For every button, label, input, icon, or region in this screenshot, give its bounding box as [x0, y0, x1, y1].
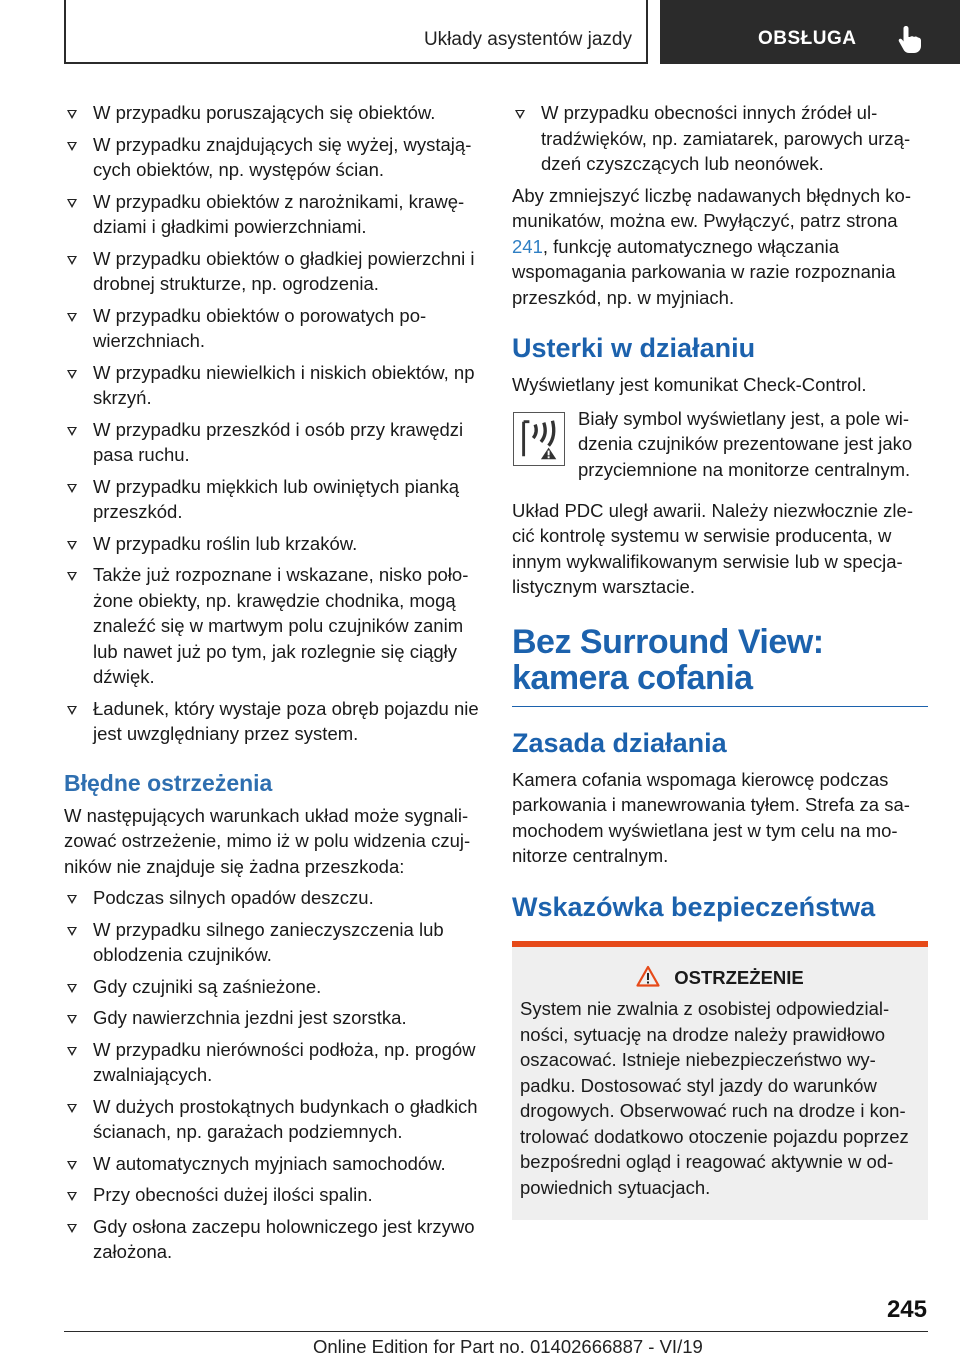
list-item: W przypadku obiektów o porowatych powierzchniach.	[64, 303, 480, 354]
header-frame	[64, 0, 648, 64]
warning-text: System nie zwalnia z osobistej odpowiedzialności, sytuację na drodze należy prawidłowo oszacować. Istnieje niebezpieczeństwo wypadku. Dostosować styl jazdy do warunków drogowych. Obserwować ruch na drodze i kontrolować dodatkowo otoczenie pojazdu poprzez bezpośredni ogląd i reagować aktywnie w odpowiednich sytuacjach.	[520, 998, 909, 1198]
bullet-triangle-icon	[67, 1104, 77, 1113]
faults-heading: Usterki w działaniu	[512, 333, 756, 363]
bullet-triangle-icon	[67, 1224, 77, 1233]
bullet-triangle-icon	[67, 1161, 77, 1170]
list-item: W przypadku niewielkich i niskich obiektów, np skrzyń.	[64, 360, 480, 411]
bullet-triangle-icon	[67, 142, 77, 151]
list-item: W przypadku obiektów o gładkiej powierzchni i drobnej strukturze, np. ogrodzenia.	[64, 246, 480, 297]
hand-pointer-icon	[896, 24, 922, 54]
pdc-symbol-block	[512, 406, 928, 484]
list-item: Gdy nawierzchnia jezdni jest szorstka.	[64, 1005, 480, 1031]
warning-triangle-icon	[636, 965, 660, 987]
footer-edition: Online Edition for Part no. 01402666887 - VI/19	[310, 1336, 706, 1358]
bullet-triangle-icon	[515, 110, 525, 119]
list-item: Także już rozpoznane i wskazane, nisko położone obiekty, np. krawędzie chodnika, mogą znaleźć się w martwym polu czujników zanim lub nawet już po tym, jak rozlegnie się ciągły dźwięk.	[64, 562, 480, 690]
chapter-title: Układy asystentów jazdy	[423, 29, 632, 50]
principle-heading: Zasada działania	[512, 727, 727, 758]
false-warnings-intro: W następujących warunkach układ może sygnalizować ostrzeżenie, mimo iż w polu widzenia czujników nie znajduje się żadna przeszkoda:	[64, 804, 471, 877]
list-item: Gdy osłona zaczepu holowniczego jest krzywo założona.	[64, 1214, 480, 1265]
heading-divider	[512, 706, 928, 707]
bullet-triangle-icon	[67, 256, 77, 265]
footer-divider	[64, 1331, 928, 1332]
bullet-triangle-icon	[67, 1192, 77, 1201]
bullet-triangle-icon	[67, 706, 77, 715]
principle-text: Kamera cofania wspomaga kierowcę podczas parkowania i manewrowania tyłem. Strefa za samochodem wyświetlana jest w tym celu na monitorze centralnym.	[512, 768, 910, 866]
bullet-triangle-icon	[67, 1047, 77, 1056]
bullet-triangle-icon	[67, 110, 77, 119]
bullet-triangle-icon	[67, 984, 77, 993]
list-item: W przypadku znajdujących się wyżej, wystających obiektów, np. występów ścian.	[64, 132, 480, 183]
list-item: Gdy czujniki są zaśnieżone.	[64, 974, 480, 1000]
warning-title: OSTRZEŻENIE	[674, 966, 804, 988]
camera-heading: Bez Surround View: kamera cofania	[512, 622, 824, 697]
list-item: Podczas silnych opadów deszczu.	[64, 885, 480, 911]
list-item: Ładunek, który wystaje poza obręb pojazdu nie jest uwzględniany przez system.	[64, 696, 480, 747]
bullet-triangle-icon	[67, 1015, 77, 1024]
bullet-triangle-icon	[67, 427, 77, 436]
bullet-triangle-icon	[67, 572, 77, 581]
safety-heading: Wskazówka bezpieczeństwa	[512, 891, 876, 922]
pdc-fault-icon	[513, 412, 565, 466]
false-warnings-heading: Błędne ostrzeżenia	[64, 769, 273, 796]
page-reference-link[interactable]: 241	[512, 235, 543, 257]
list-item: W przypadku roślin lub krzaków.	[64, 531, 480, 557]
left-column	[64, 100, 480, 1271]
bullet-triangle-icon	[67, 484, 77, 493]
section-tab-label: OBSŁUGA	[758, 28, 857, 49]
list-item: W automatycznych myjniach samochodów.	[64, 1151, 480, 1177]
list-item: W przypadku miękkich lub owiniętych pianką przeszkód.	[64, 474, 480, 525]
faults-paragraph: Układ PDC uległ awarii. Należy niezwłocznie zlecić kontrolę systemu w serwisie producenta, w innym wykwalifikowanym serwisie lub w specjalistycznym warsztacie.	[512, 499, 913, 597]
false-alarm-paragraph: Aby zmniejszyć liczbę nadawanych błędnych komunikatów, można ew. Pwyłączyć, patrz strona 241, funkcję automatycznego włączania wspomagania parkowania w razie rozpoznania przeszkód, np. w myjniach.	[512, 184, 911, 308]
pdc-symbol-description: Biały symbol wyświetlany jest, a pole widzenia czujników prezentowane jest jako przyciemnione na monitorze centralnym.	[578, 407, 913, 480]
list-item: W przypadku obiektów z narożnikami, krawędziami i gładkimi powierzchniami.	[64, 189, 480, 240]
bullet-triangle-icon	[67, 199, 77, 208]
warning-box	[512, 941, 928, 1221]
bullet-triangle-icon	[67, 541, 77, 550]
bullet-triangle-icon	[67, 895, 77, 904]
bullet-triangle-icon	[67, 313, 77, 322]
bullet-triangle-icon	[67, 927, 77, 936]
warning-header	[520, 965, 920, 991]
faults-intro: Wyświetlany jest komunikat Check-Control.	[512, 374, 867, 395]
list-item: W przypadku silnego zanieczyszczenia lub oblodzenia czujników.	[64, 917, 480, 968]
list-item: Przy obecności dużej ilości spalin.	[64, 1182, 480, 1208]
page-number: 245	[886, 1296, 927, 1323]
list-item: W przypadku poruszających się obiektów.	[64, 100, 480, 126]
bullet-triangle-icon	[67, 370, 77, 379]
list-item: W przypadku obecności innych źródeł ultradźwięków, np. zamiatarek, parowych urządzeń czyszczących lub neonówek.	[512, 100, 928, 177]
list-item: W przypadku przeszkód i osób przy krawędzi pasa ruchu.	[64, 417, 480, 468]
section-tab[interactable]	[660, 0, 960, 64]
list-item: W dużych prostokątnych budynkach o gładkich ścianach, np. garażach podziemnych.	[64, 1094, 480, 1145]
right-column	[512, 100, 928, 1220]
list-item: W przypadku nierówności podłoża, np. progów zwalniających.	[64, 1037, 480, 1088]
